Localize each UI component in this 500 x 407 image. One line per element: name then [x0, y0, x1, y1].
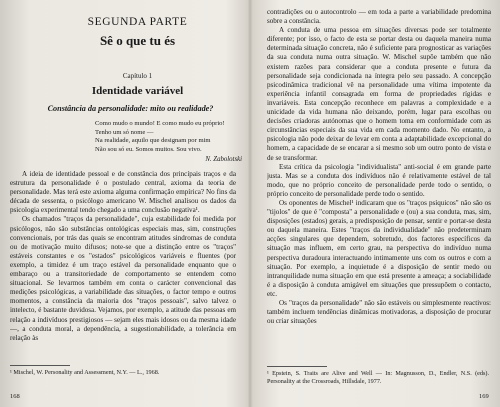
right-page — [253, 0, 500, 407]
chapter-title: Identidade variável — [91, 85, 184, 97]
epigraph-line: Como mudo o mundo! E como mudo eu próprio! — [95, 120, 225, 127]
paragraph: A conduta de uma pessoa em situações diversas pode ser totalmente diferente; por isso, o facto de esta se portar desta ou daquela maneira numa determinada situação concreta, não é suficiente para prognosticar as variações da sua conduta numa outra situação. W. Mischel supõe também que não existem razões para considerar que a conduta presente e futura da personalidade seja condicionada na íntegra pelo seu passado. A concepção psicodinâmica tradicional vê na personalidade uma vítima impotente da experiência infantil consagrada em forma de propriedades rígidas e invariáveis. Esta concepção reconhece em palavras a complexidade e a unicidade da vida humana não deixando, porém, lugar para escolhas ou decisões criadoras autónomas que o homem toma em conformidade com as circunstâncias especiais da sua vida em cada momento dado. No entanto, a psicologia não pode deixar de levar em conta a adaptabilidade excepcional do homem, a capacidade de se encarar a si mesmo sob um outro ponto de vista e de se transformar. — [267, 26, 491, 162]
paragraph: Os oponentes de Mischel¹ indicaram que os "traços psíquicos" não são os "tijolos" de que é "composta" a personalidade e (ou) a sua conduta, mas, sim, disposições (estados) gerais, a predisposição de pensar, sentir e portar-se desta ou daquela maneira. Estes "traços da individualidade" não predeterminam acções singulares que dependem, sobretudo, dos factores específicos da situação mas influem, em certo grau, na perspectiva do indivíduo numa perspectiva duradoura interactuando intimamente uns com os outros e com a situação. Por exemplo, a inquietude é a disposição de sentir medo ou intranquilidade numa situação em que está presente a ameaça; a sociabilidade é a disposição à conduta amigável em situações que pressupõem o contacto, etc. — [267, 198, 491, 298]
epigraph-line: Não sou só eu. Somos muitos. Sou vivo. — [95, 145, 202, 153]
paragraph: Esta crítica da psicologia "individualista" anti-social é em grande parte justa. Mas se a conduta dos indivíduos não é relativamente estável de tal modo, que no próprio conceito de personalidade perde todo o sentido, o próprio conceito de personalidade perde todo o sentido. — [267, 162, 491, 198]
epigraph-line: Na realidade, aquilo que designam por mim — [95, 137, 211, 145]
part-title: SEGUNDA PARTE — [87, 16, 188, 28]
epigraph-line: Tenho um só nome — — [95, 128, 154, 136]
left-page — [0, 0, 247, 407]
paragraph: Os "traços da personalidade" não são estáveis ou simplesmente reactivos: também incluem tendências dinâmicas motivadoras, a disposição de procurar ou criar situações — [267, 299, 491, 326]
part-subtitle: Sê o que tu és — [99, 33, 176, 48]
paragraph: A ideia de identidade pessoal e de constância dos princípais traços e da estrutura da personalidade é o postulado central, axioma da teoria de personalidade. Mas terá este axioma alguma confirmação empírica? No fins da década de sessenta, o psicólogo americano W. Mischel analisou os dados da psicologia experimental tendo chegado a uma conclusão negativa¹. — [10, 170, 236, 215]
page-number: 169 — [479, 393, 489, 400]
epigraph-author: N. Zabolotski — [205, 156, 242, 163]
footnote: ¹ Mischel, W. Personality and Assessment, N.Y. — L., 1968. — [10, 369, 160, 376]
paragraph: contradições ou o autocontrolo — em toda a parte a variabilidade predomina sobre a constância. — [267, 8, 491, 26]
footnote-rule — [10, 365, 70, 366]
epigraph — [95, 120, 235, 154]
footnote-rule — [267, 366, 327, 367]
chapter-label: Capítulo 1 — [122, 72, 153, 80]
paragraph: Os chamados "traços da personalidade", cuja estabilidade foi medida por psicólogos, não são substâncias ontológicas especiais mas, sim, construções convencionais, por trás das quais se encontram atitudes sindromas de conduta ou de motivação muito difusos; note-se que a distinção entre os "traços" estáveis constantes e os "estados" psicológicos variáveis e fluentes (por exemplo, a timidez é um traço estável da personalidade enquanto que o embaraço ou a transitoriedade de comportamento se entendem como situacional. Se levarmos também em conta o carácter convencional das medições psicológicas, a variabilidade das situações, o factor tempo e outros momentos, a constância da maioria dos "traços pessoais", salvo talvez o intelecto, é bastante duvidosa. Vejamos, por exemplo, a atitude das pessoas em relação a indivíduos prestigiosos — sejam eles mais idosos ou da mesma idade —, a conduta moral, a dependência, a sugestionabilidade, a tolerância em relação às — [10, 215, 236, 342]
section-title: Constância da personalidade: mito ou realidade? — [47, 104, 214, 113]
left-body-text — [10, 170, 236, 360]
page-number: 168 — [10, 393, 20, 400]
footnote: ¹ Epstein, S. Traits are Alive and Well — In: Magnusson, D., Endler, N.S. (eds). Personality at the Crossroads, Hillsdale, 1977. — [267, 370, 489, 385]
right-body-text — [267, 8, 491, 366]
